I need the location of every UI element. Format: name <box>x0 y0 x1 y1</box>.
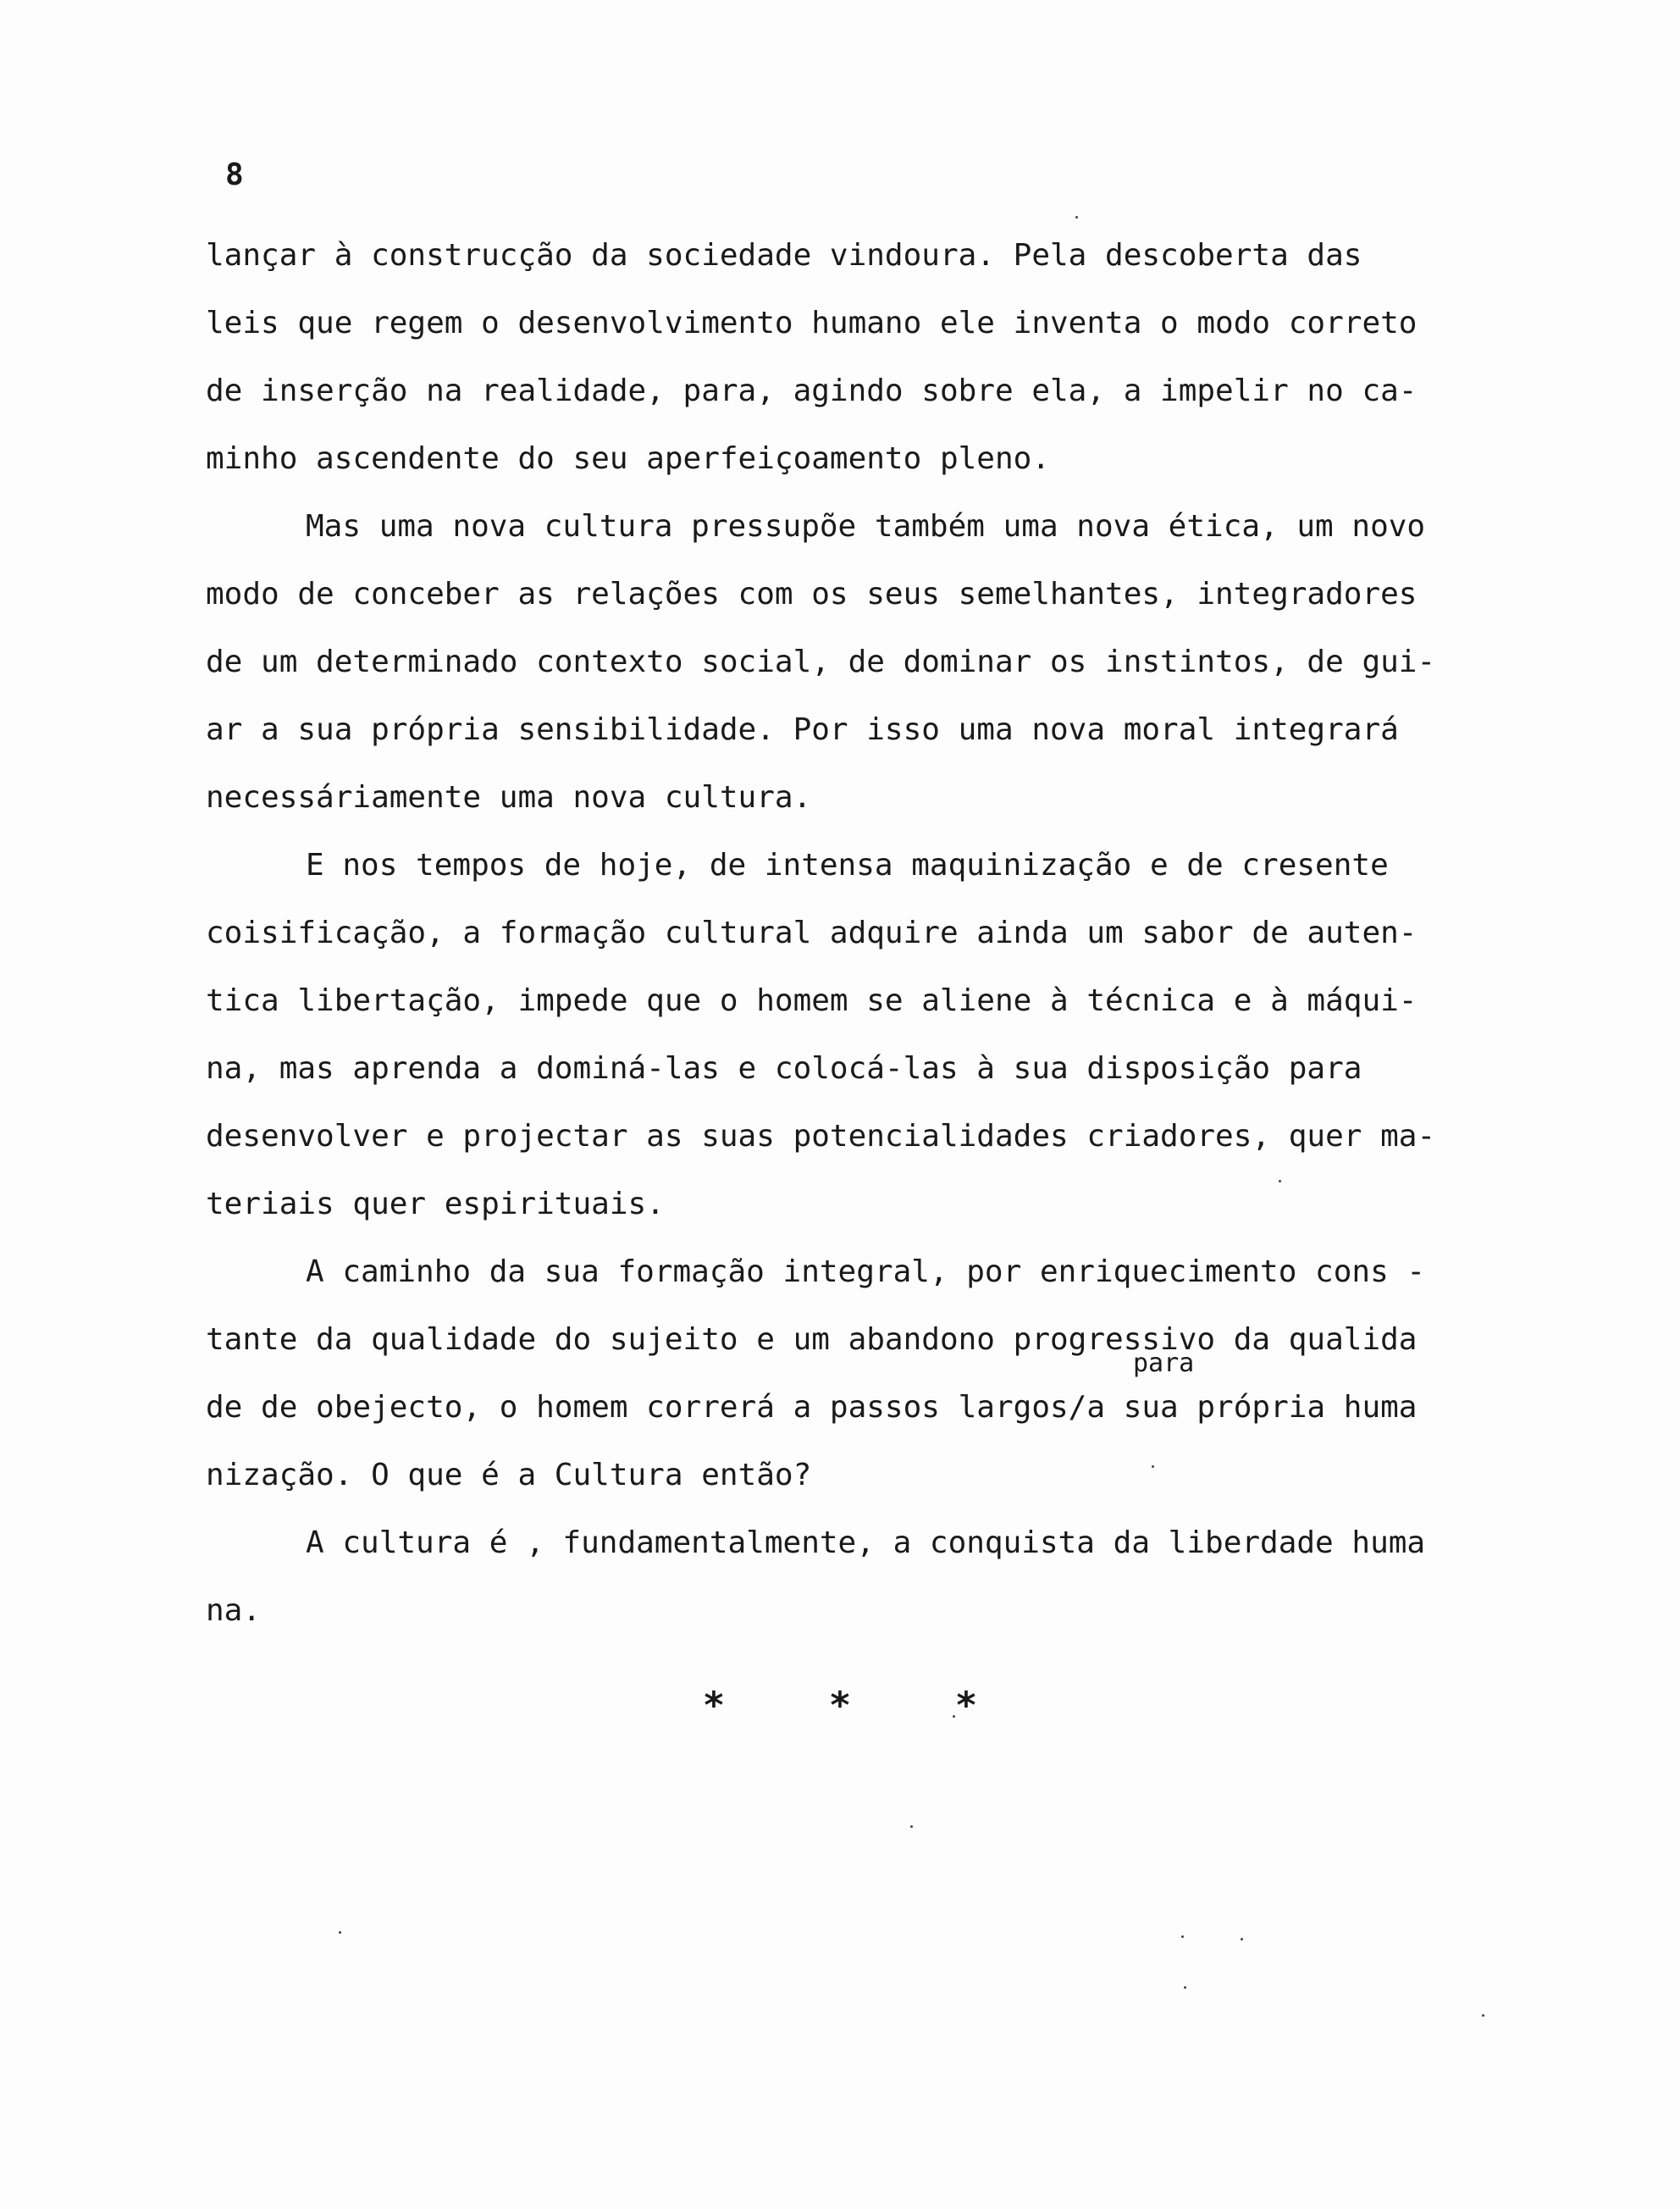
text-line: minho ascendente do seu aperfeiçoamento pleno. <box>206 441 1050 476</box>
text-line: lançar à construcção da sociedade vindoura. Pela descoberta das <box>206 238 1362 273</box>
scan-speck <box>953 1715 955 1718</box>
handwritten-insertion-note: para <box>1133 1348 1195 1378</box>
scan-speck <box>339 1931 341 1934</box>
text-line: necessáriamente uma nova cultura. <box>206 780 812 815</box>
body-text <box>206 222 1522 1645</box>
text-line: modo de conceber as relações com os seus semelhantes, integradores <box>206 577 1418 612</box>
scan-speck <box>1181 1935 1184 1938</box>
paragraph-start-line: A caminho da sua formação integral, por enriquecimento cons - <box>306 1254 1426 1289</box>
scan-speck <box>1152 1465 1154 1468</box>
paragraph-start-line: A cultura é , fundamentalmente, a conquista da liberdade huma <box>306 1525 1426 1560</box>
text-line: de inserção na realidade, para, agindo sobre ela, a impelir no ca- <box>206 374 1418 408</box>
text-line: tante da qualidade do sujeito e um abandono progressivo da qualida <box>206 1322 1418 1357</box>
scan-speck <box>1482 2014 1484 2017</box>
scan-speck <box>1279 1180 1281 1182</box>
scan-speck <box>1075 216 1078 219</box>
text-line: tica libertação, impede que o homem se aliene à técnica e à máqui- <box>206 983 1418 1018</box>
text-line: leis que regem o desenvolvimento humano ele inventa o modo correto <box>206 306 1418 340</box>
page-number: 8 <box>225 158 244 192</box>
text-line: de de obejecto, o homem correrá a passos largos/a sua própria huma <box>206 1390 1418 1425</box>
text-line: ar a sua própria sensibilidade. Por isso uma nova moral integrará <box>206 712 1399 747</box>
paragraph-start-line: E nos tempos de hoje, de intensa maquinização e de cresente <box>306 848 1389 883</box>
section-end-ornament <box>0 1684 1680 1727</box>
asterisk-ornament: * <box>954 1684 978 1727</box>
scan-speck <box>1241 1938 1243 1940</box>
text-line: coisificação, a formação cultural adquire ainda um sabor de auten- <box>206 916 1418 950</box>
text-line: desenvolver e projectar as suas potencialidades criadores, quer ma- <box>206 1119 1436 1154</box>
text-line: teriais quer espirituais. <box>206 1187 665 1221</box>
text-line: na, mas aprenda a dominá-las e colocá-las à sua disposição para <box>206 1051 1362 1086</box>
scan-speck <box>910 1825 913 1828</box>
paragraph-start-line: Mas uma nova cultura pressupõe também uma nova ética, um novo <box>306 509 1426 544</box>
text-line: na. <box>206 1593 262 1628</box>
asterisk-ornament: * <box>828 1684 852 1727</box>
asterisk-ornament: * <box>702 1684 726 1727</box>
text-line: nização. O que é a Cultura então? <box>206 1458 812 1492</box>
text-line: de um determinado contexto social, de dominar os instintos, de gui- <box>206 645 1436 679</box>
scan-speck <box>1184 1986 1186 1989</box>
